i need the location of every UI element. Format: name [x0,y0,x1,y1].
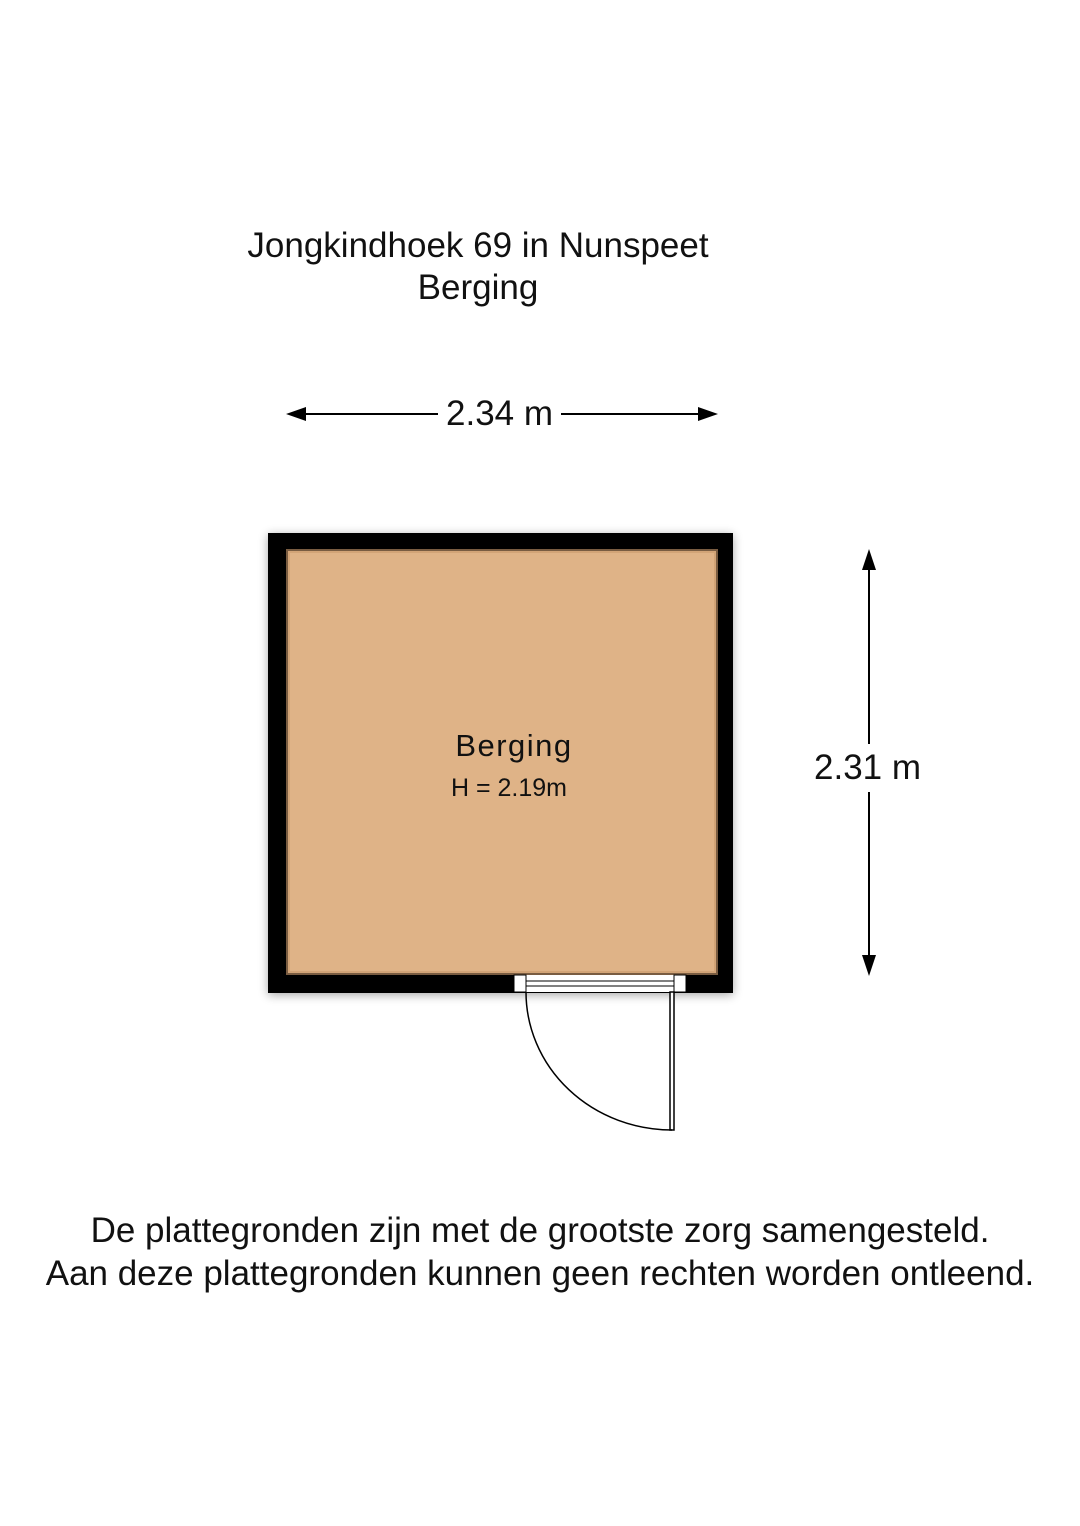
height-dimension-label: 2.31 m [808,744,927,792]
room-name-label: Berging [455,728,573,763]
plan-address-title: Jongkindhoek 69 in Nunspeet [247,226,709,265]
disclaimer-line-1: De plattegronden zijn met de grootste zorg samengesteld. [90,1211,990,1250]
room-ceiling-height-label: H = 2.19m [450,774,568,802]
door [514,975,686,1130]
width-dimension-label: 2.34 m [438,394,561,434]
floor-name-title: Berging [417,268,539,307]
disclaimer-line-2: Aan deze plattegronden kunnen geen rechten worden ontleend. [45,1254,1035,1293]
